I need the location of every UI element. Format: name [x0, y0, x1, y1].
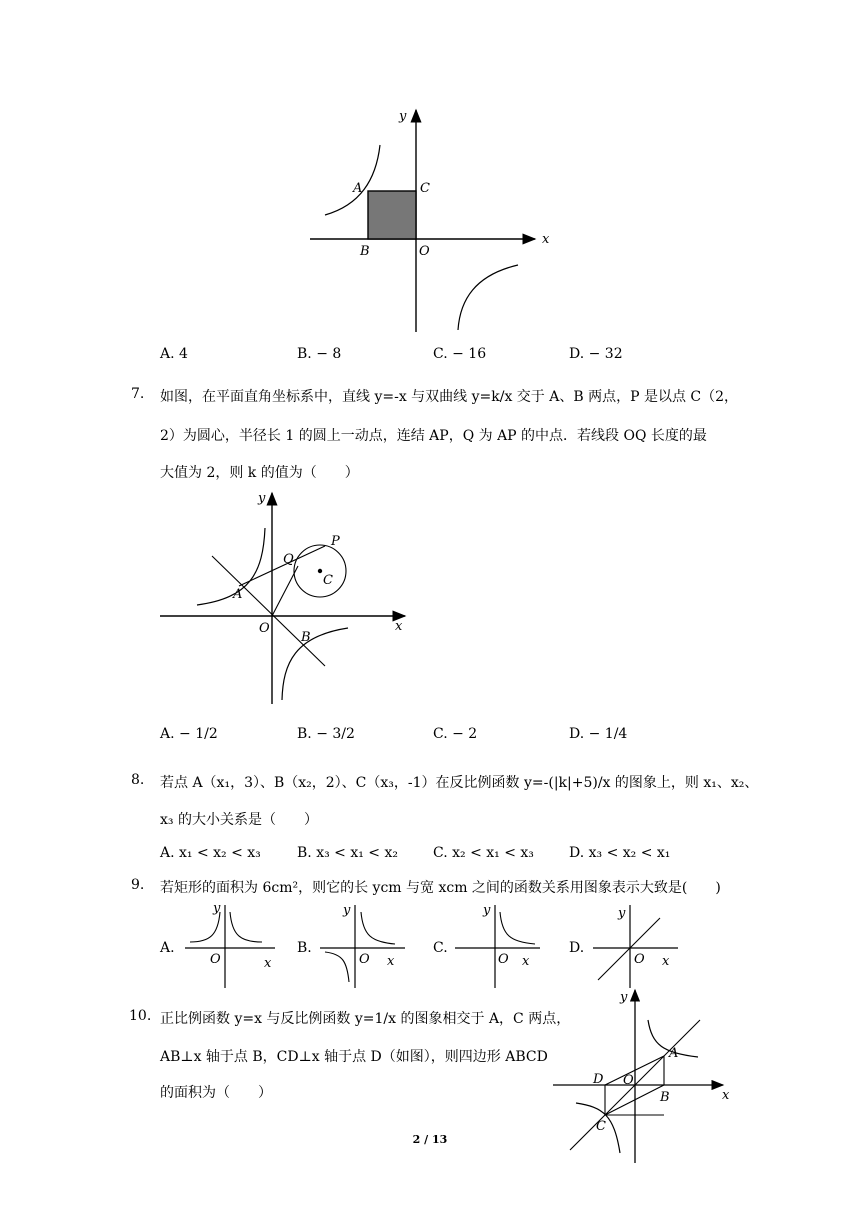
- q7-text-line2: 2）为圆心，半径长 1 的圆上一动点，连结 AP，Q 为 AP 的中点．若线段 OQ 长度的最: [160, 428, 707, 444]
- q7-segment-oq: [272, 566, 298, 616]
- q6-label-b: B: [360, 244, 370, 259]
- q6-label-o: O: [419, 244, 430, 259]
- q9-option-a-graph[interactable]: [180, 900, 280, 990]
- q9-text-line1: 若矩形的面积为 6cm²，则它的长 ycm 与宽 xcm 之间的函数关系用图象表示大致是( ): [160, 880, 721, 896]
- q9-number: 9.: [131, 877, 145, 893]
- q8-text-line1: 若点 A（x₁，3）、B（x₂，2）、C（x₃，-1）在反比例函数 y=-(|k|+5)/x 的图象上，则 x₁、x₂、: [160, 775, 759, 791]
- q9-d-label-x: x: [662, 954, 670, 969]
- q8-option-d[interactable]: D. x₃ < x₂ < x₁: [569, 845, 671, 861]
- q9-a-label-y: y: [213, 901, 221, 916]
- q7-segment-ap: [239, 546, 325, 586]
- q9-c-label-x: x: [522, 954, 530, 969]
- q7-option-a[interactable]: A. − 1/2: [160, 726, 218, 742]
- q6-label-y: y: [399, 109, 407, 124]
- q9-b-label-x: x: [387, 954, 395, 969]
- q6-option-a[interactable]: A. 4: [160, 346, 188, 362]
- q7-center-c: [318, 569, 322, 573]
- q10-label-a: A: [669, 1046, 679, 1061]
- q7-label-a: A: [233, 587, 243, 602]
- q8-option-b[interactable]: B. x₃ < x₁ < x₂: [297, 845, 398, 861]
- q9-option-a-letter[interactable]: A.: [160, 940, 175, 956]
- q9-a-label-x: x: [264, 956, 272, 971]
- q8-option-a[interactable]: A. x₁ < x₂ < x₃: [160, 845, 261, 861]
- q9-c-label-o: O: [498, 952, 509, 967]
- page-number: 2 / 13: [412, 1133, 448, 1146]
- q10-label-d: D: [593, 1072, 604, 1087]
- q9-option-b-graph[interactable]: [315, 900, 415, 990]
- q8-text-line2: x₃ 的大小关系是（ ）: [160, 812, 318, 828]
- q9-d-label-y: y: [618, 906, 626, 921]
- q7-hyperbola-lower: [282, 628, 348, 700]
- q7-option-b[interactable]: B. − 3/2: [297, 726, 355, 742]
- q7-label-q: Q: [283, 552, 294, 567]
- q9-option-c-graph[interactable]: [450, 900, 550, 990]
- q7-label-x: x: [395, 619, 403, 634]
- q7-label-p: P: [331, 534, 340, 549]
- q7-hyperbola-upper: [197, 528, 265, 605]
- q6-option-b[interactable]: B. − 8: [297, 346, 342, 362]
- q10-label-y: y: [620, 990, 628, 1005]
- q6-label-x: x: [542, 232, 550, 247]
- q10-label-b: B: [660, 1090, 670, 1105]
- q10-number: 10.: [129, 1008, 152, 1024]
- q7-label-o: O: [259, 621, 270, 636]
- q7-label-c: C: [323, 573, 333, 588]
- q10-label-o: O: [623, 1073, 634, 1088]
- q9-option-d-graph[interactable]: [588, 900, 688, 990]
- q6-label-c: C: [420, 181, 430, 196]
- q6-shaded-rectangle: [368, 191, 416, 239]
- q9-option-d-letter[interactable]: D.: [569, 940, 585, 956]
- q10-text-line3: 的面积为（ ）: [160, 1085, 272, 1101]
- q6-figure: [300, 100, 560, 340]
- q9-a-label-o: O: [210, 952, 221, 967]
- q7-number: 7.: [131, 386, 145, 402]
- q7-text-line3: 大值为 2，则 k 的值为（ ）: [160, 465, 359, 481]
- q9-option-c-letter[interactable]: C.: [433, 940, 448, 956]
- q7-label-b: B: [301, 630, 311, 645]
- q6-hyperbola-branch-right: [458, 265, 518, 330]
- q7-figure: [155, 488, 420, 708]
- q9-b-label-o: O: [359, 952, 370, 967]
- q8-option-c[interactable]: C. x₂ < x₁ < x₃: [433, 845, 534, 861]
- q7-label-y: y: [258, 491, 266, 506]
- q10-text-line1: 正比例函数 y=x 与反比例函数 y=1/x 的图象相交于 A，C 两点，: [160, 1011, 571, 1027]
- q7-option-d[interactable]: D. − 1/4: [569, 726, 628, 742]
- q7-option-c[interactable]: C. − 2: [433, 726, 478, 742]
- q10-text-line2: AB⊥x 轴于点 B，CD⊥x 轴于点 D（如图），则四边形 ABCD: [160, 1049, 548, 1065]
- q9-c-label-y: y: [483, 903, 491, 918]
- q7-text-line1: 如图，在平面直角坐标系中，直线 y=-x 与双曲线 y=k/x 交于 A、B 两点，P 是以点 C（2，: [160, 389, 739, 405]
- q9-b-label-y: y: [343, 903, 351, 918]
- q6-option-c[interactable]: C. − 16: [433, 346, 487, 362]
- q9-option-b-letter[interactable]: B.: [297, 940, 312, 956]
- q9-d-label-o: O: [634, 952, 645, 967]
- q10-label-x: x: [722, 1088, 730, 1103]
- q6-option-d[interactable]: D. − 32: [569, 346, 623, 362]
- q6-label-a: A: [353, 181, 363, 196]
- q8-number: 8.: [131, 772, 145, 788]
- q10-label-c: C: [596, 1119, 606, 1134]
